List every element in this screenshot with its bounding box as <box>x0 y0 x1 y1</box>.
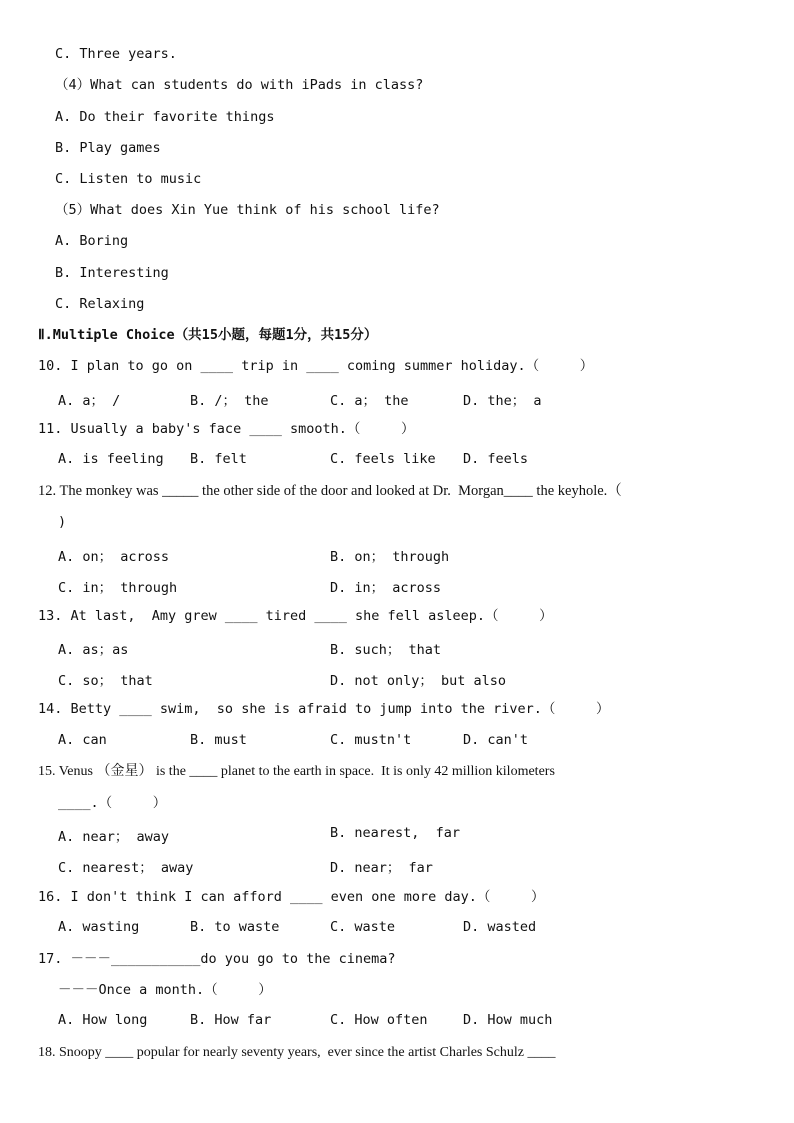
q16-option-a: A. wasting <box>58 919 140 935</box>
q16-option-d: D. wasted <box>463 919 537 935</box>
q16-stem: 16. I don't think I can afford ____ even one more day.（ ） <box>38 889 545 905</box>
q11-stem: 11. Usually a baby's face ____ smooth.（ ） <box>38 421 415 437</box>
q13-option-b: B. such； that <box>330 642 442 658</box>
q17-option-d: D. How much <box>463 1012 553 1028</box>
q18-stem: 18. Snoopy ____ popular for nearly seventy years, ever since the artist Charles Schulz ____ <box>38 1045 556 1060</box>
q9-sub5-option-b: B. Interesting <box>55 265 169 281</box>
q15-stem: 15. Venus （金星） is the ____ planet to the earth in space. It is only 42 million kilometers <box>38 764 555 779</box>
q16-option-b: B. to waste <box>190 919 280 935</box>
q11-option-a: A. is feeling <box>58 451 164 467</box>
q9-sub5-option-c: C. Relaxing <box>55 296 145 312</box>
q12-option-c: C. in； through <box>58 580 178 596</box>
q15-stem-cont: ____.（ ） <box>58 795 167 811</box>
q12-option-b: B. on； through <box>330 549 450 565</box>
q17-reply: －－－Once a month.（ ） <box>58 982 272 998</box>
q13-option-a: A. as；as <box>58 642 129 658</box>
q10-option-b: B. /； the <box>190 393 269 409</box>
section-2-heading: Ⅱ.Multiple Choice（共15小题，每题1分，共15分） <box>38 327 378 343</box>
q9-sub4-stem: （4）What can students do with iPads in class? <box>55 77 424 93</box>
q9-sub5-option-a: A. Boring <box>55 233 129 249</box>
q12-stem-cont: ) <box>58 514 67 530</box>
q15-option-c: C. nearest； away <box>58 860 194 876</box>
q15-option-a: A. near； away <box>58 829 170 845</box>
q14-option-b: B. must <box>190 732 247 748</box>
q12-stem: 12. The monkey was _____ the other side of the door and looked at Dr. Morgan____ the keyhole.（ <box>38 483 622 499</box>
q12-option-d: D. in； across <box>330 580 442 596</box>
q14-option-d: D. can't <box>463 732 529 748</box>
q11-option-b: B. felt <box>190 451 247 467</box>
q17-option-a: A. How long <box>58 1012 148 1028</box>
q13-option-c: C. so； that <box>58 673 153 689</box>
q11-option-d: D. feels <box>463 451 529 467</box>
q10-stem: 10. I plan to go on ____ trip in ____ coming summer holiday.（ ） <box>38 358 594 374</box>
q9-option-c3: C. Three years. <box>55 46 177 62</box>
q9-sub4-option-c: C. Listen to music <box>55 171 202 187</box>
q9-sub5-stem: （5）What does Xin Yue think of his school life? <box>55 202 440 218</box>
q14-option-c: C. mustn't <box>330 732 412 748</box>
q11-option-c: C. feels like <box>330 451 436 467</box>
q14-stem: 14. Betty ____ swim, so she is afraid to jump into the river.（ ） <box>38 701 610 717</box>
q10-option-c: C. a； the <box>330 393 409 409</box>
q9-sub4-option-b: B. Play games <box>55 140 161 156</box>
q15-option-b: B. nearest, far <box>330 825 461 841</box>
q13-stem: 13. At last, Amy grew ____ tired ____ she fell asleep.（ ） <box>38 608 553 624</box>
q15-option-d: D. near； far <box>330 860 433 876</box>
q17-option-c: C. How often <box>330 1012 428 1028</box>
q16-option-c: C. waste <box>330 919 396 935</box>
q17-option-b: B. How far <box>190 1012 272 1028</box>
q12-option-a: A. on； across <box>58 549 170 565</box>
q17-stem: 17. －－－___________do you go to the cinema? <box>38 951 396 967</box>
q13-option-d: D. not only； but also <box>330 673 507 689</box>
q10-option-a: A. a； / <box>58 393 121 409</box>
q14-option-a: A. can <box>58 732 107 748</box>
q9-sub4-option-a: A. Do their favorite things <box>55 109 275 125</box>
q10-option-d: D. the； a <box>463 393 542 409</box>
